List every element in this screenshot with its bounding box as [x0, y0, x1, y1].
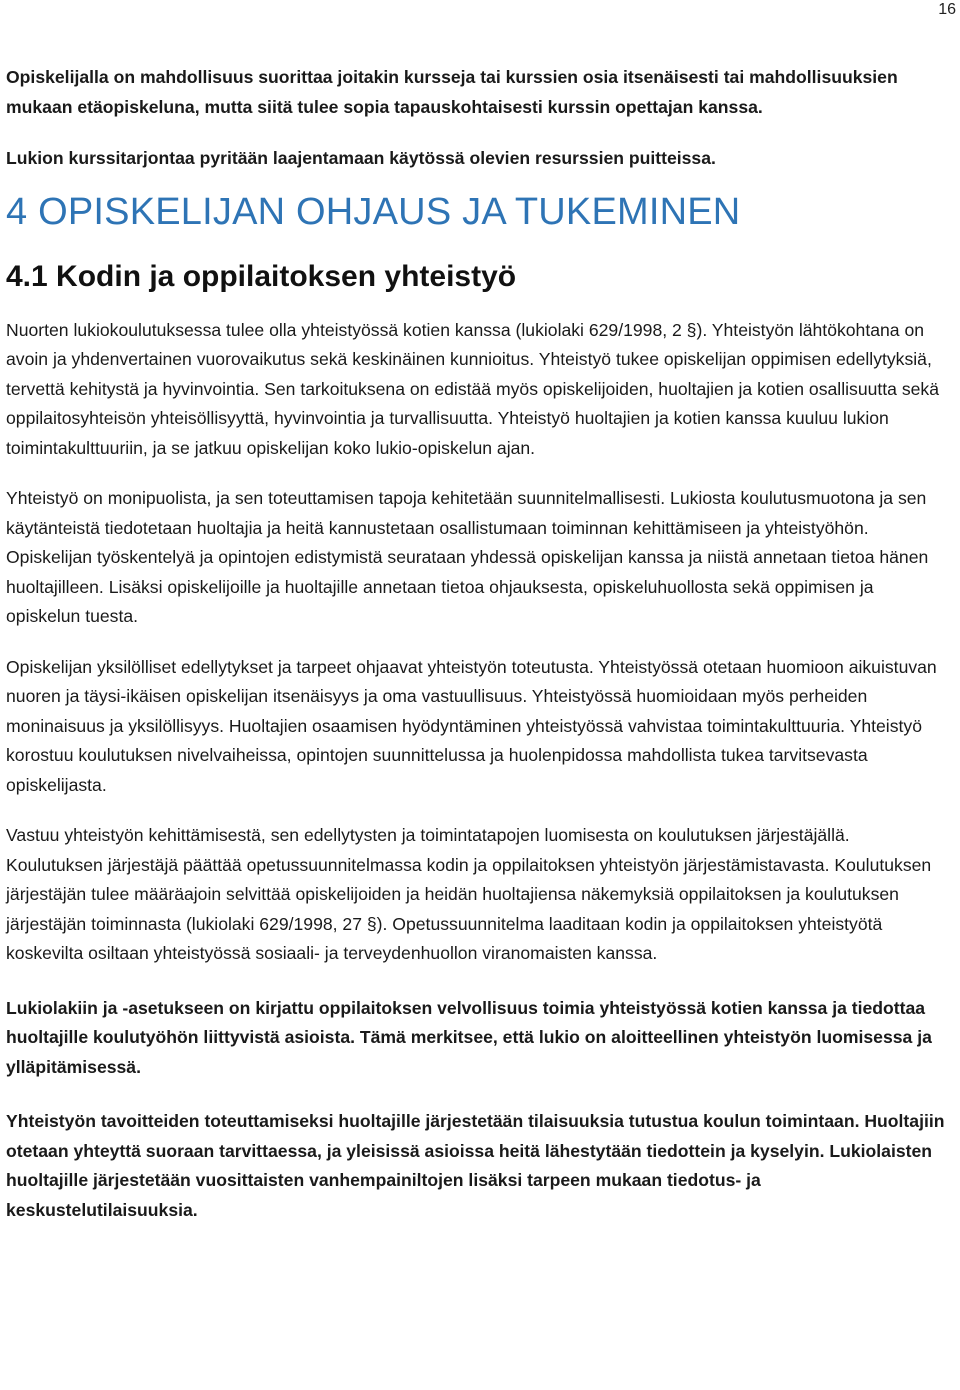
document-body	[6, 63, 946, 1225]
body-paragraph-3: Opiskelijan yksilölliset edellytykset ja tarpeet ohjaavat yhteistyön toteutusta. Yhteistyössä otetaan huomioon aikuistuvan nuoren ja täysi-ikäisen opiskelijan itsenäisyys ja oma vastuullisuus. Yhteistyössä huomioidaan myös perheiden moninaisuus ja yksilöllisyys. Huoltajien osaamisen hyödyntäminen yhteistyössä vahvistaa toimintakulttuuria. Yhteistyö korostuu koulutuksen nivelvaiheissa, opintojen suunnittelussa ja huolenpidossa mahdollista tukea tarvitsevasta opiskelijasta.	[6, 656, 937, 795]
intro-paragraph-distance-learning: Opiskelijalla on mahdollisuus suorittaa joitakin kursseja tai kurssien osia itsenäisesti tai mahdollisuuksien mukaan etäopiskeluna, mutta siitä tulee sopia tapauskohtaisesti kurssin opettajan kanssa.	[6, 67, 898, 117]
section-heading: 4.1 Kodin ja oppilaitoksen yhteistyö	[6, 259, 517, 293]
body-paragraph-2: Yhteistyö on monipuolista, ja sen toteuttamisen tapoja kehitetään suunnitelmallisesti. Lukiosta koulutusmuotona ja sen käytänteistä tiedotetaan huoltajia ja heitä kannustetaan osallistumaan toiminnan kehittämiseen ja yhteistyöhön. Opiskelijan työskentelyä ja opintojen edistymistä seurataan yhdessä opiskelijan kanssa ja niistä annetaan tietoa hänen huoltajilleen. Lisäksi opiskelijoille ja huoltajille annetaan tietoa ohjauksesta, opiskeluhuollosta sekä oppimisen ja opiskelun tuesta.	[6, 488, 929, 626]
chapter-heading: 4 OPISKELIJAN OHJAUS JA TUKEMINEN	[6, 190, 741, 233]
page-number: 16	[938, 1, 956, 18]
bold-paragraph-1: Lukiolakiin ja -asetukseen on kirjattu oppilaitoksen velvollisuus toimia yhteistyössä kotien kanssa ja tiedottaa huoltajille koulutyöhön liittyvistä asioista. Tämä merkitsee, että lukio on aloitteellinen yhteistyön luomisessa ja ylläpitämisessä.	[6, 997, 932, 1077]
body-paragraph-1: Nuorten lukiokoulutuksessa tulee olla yhteistyössä kotien kanssa (lukiolaki 629/1998, 2 §). Yhteistyön lähtökohtana on avoin ja yhdenvertainen vuorovaikutus sekä keskinäinen kunnioitus. Yhteistyö tukee opiskelijan oppimisen edellytyksiä, tervettä kehitystä ja hyvinvointia. Sen tarkoituksena on edistää myös opiskelijoiden, huoltajien ja kotien osallisuutta sekä oppilaitosyhteisön yhteisöllisyyttä, hyvinvointia ja turvallisuutta. Yhteistyö huoltajien ja kotien kanssa kuuluu lukion toimintakulttuuriin, ja se jatkuu opiskelijan koko lukio-opiskelun ajan.	[6, 319, 940, 458]
bold-paragraph-2: Yhteistyön tavoitteiden toteuttamiseksi huoltajille järjestetään tilaisuuksia tutustua koulun toimintaan. Huoltajiin otetaan yhteyttä suoraan tarvittaessa, ja yleisissä asioissa heitä lähestytään tiedottein ja kyselyin. Lukiolaisten huoltajille järjestetään vuosittaisten vanhempainiltojen lisäksi tarpeen mukaan tiedotus- ja keskustelutilaisuuksia.	[6, 1111, 945, 1220]
body-paragraph-4: Vastuu yhteistyön kehittämisestä, sen edellytysten ja toimintatapojen luomisesta on koulutuksen järjestäjällä. Koulutuksen järjestäjä päättää opetussuunnitelmassa kodin ja oppilaitoksen yhteistyön järjestämistavasta. Koulutuksen järjestäjän tulee määräajoin selvittää opiskelijoiden ja heidän huoltajiensa näkemyksiä oppilaitoksen ja koulutuksen järjestäjän toiminnasta (lukiolaki 629/1998, 27 §). Opetussuunnitelma laaditaan kodin ja oppilaitoksen yhteistyötä koskevilta osiltaan yhteistyössä sosiaali- ja terveydenhuollon viranomaisten kanssa.	[6, 825, 932, 963]
intro-paragraph-course-offering: Lukion kurssitarjontaa pyritään laajentamaan käytössä olevien resurssien puitteissa.	[6, 148, 716, 168]
